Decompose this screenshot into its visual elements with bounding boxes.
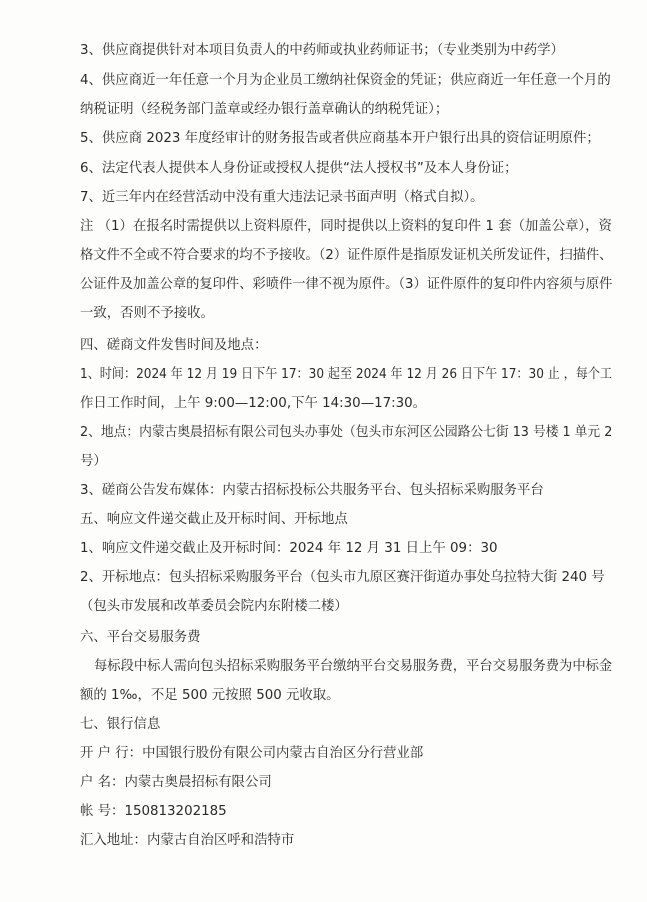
bank-branch-label: 开 户 行： xyxy=(80,746,143,761)
section-7-heading: 七、银行信息 xyxy=(80,717,161,732)
sale-time-cont: 作日工作时间，上午 9:00—12:00,下午 14:30—17:30。 xyxy=(80,396,427,411)
remit-address-value: 内蒙古自治区呼和浩特市 xyxy=(146,833,295,848)
note-line-4: 一致，否则不予接收。 xyxy=(80,306,214,321)
bank-branch-value: 中国银行股份有限公司内蒙古自治区分行营业部 xyxy=(142,746,424,761)
section-6-heading: 六、平台交易服务费 xyxy=(80,630,201,645)
note-line-3: 公证件及加盖公章的复印件、彩喷件一律不视为原件。（3）证件原件的复印件内容须与原件 xyxy=(80,277,613,292)
requirement-5: 5、供应商 2023 年度经审计的财务报告或者供应商基本开户银行出具的资信证明原件； xyxy=(80,131,600,146)
sale-location-cont: 号） xyxy=(80,454,107,469)
requirement-4: 4、供应商近一年任意一个月为企业员工缴纳社保资金的凭证；供应商近一年任意一个月的 xyxy=(80,73,611,88)
requirement-4-cont: 纳税证明（经税务部门盖章或经办银行盖章确认的纳税凭证）； xyxy=(80,102,449,117)
note-line-2: 格文件不全或不符合要求的均不予接收。（2）证件原件是指原发证机关所发证件，扫描件、 xyxy=(80,248,613,263)
requirement-3: 3、供应商提供针对本项目负责人的中药师或执业药师证书；（专业类别为中药学） xyxy=(80,43,564,58)
bank-row-branch xyxy=(80,745,423,763)
sale-time: 1、时间：2024 年 12 月 19 日下午 17：30 起至 2024 年 12 月 26 日下午 17：30 止 ，每个工 xyxy=(80,367,613,382)
section-4-heading: 四、磋商文件发售时间及地点： xyxy=(80,338,268,353)
service-fee-line-2: 额的 1‰，不足 500 元按照 500 元收取。 xyxy=(80,688,340,703)
requirement-7: 7、近三年内在经营活动中没有重大违法记录书面声明（格式自拟）。 xyxy=(80,190,484,205)
publication-media: 3、磋商公告发布媒体：内蒙古招标投标公共服务平台、包头招标采购服务平台 xyxy=(80,483,544,498)
sale-location: 2、地点：内蒙古奥晨招标有限公司包头办事处（包头市东河区公园路公七街 13 号楼 1 单元 2 xyxy=(80,425,613,440)
section-5-heading: 五、响应文件递交截止及开标时间、开标地点 xyxy=(80,512,348,527)
remit-address-label: 汇入地址： xyxy=(80,833,147,848)
bank-row-remit-address xyxy=(80,832,294,850)
deadline-time: 1、响应文件递交截止及开标时间：2024 年 12 月 31 日上午 09：30 xyxy=(80,541,498,556)
account-name-label: 户 名： xyxy=(80,775,125,790)
bank-row-account-number xyxy=(80,803,227,821)
requirement-6: 6、法定代表人提供本人身份证或授权人提供“法人授权书”及本人身份证； xyxy=(80,161,518,176)
account-number-value: 150813202185 xyxy=(124,804,227,819)
opening-location-cont: （包头市发展和改革委员会院内东附楼二楼） xyxy=(80,599,348,614)
bank-row-account-name xyxy=(80,774,272,792)
note-line-1: 注 （1）在报名时需提供以上资料原件，同时提供以上资料的复印件 1 套（加盖公章），资 xyxy=(80,219,612,234)
account-name-value: 内蒙古奥晨招标有限公司 xyxy=(124,775,272,790)
account-number-label: 帐 号： xyxy=(80,804,125,819)
opening-location: 2、开标地点：包头招标采购服务平台（包头市九原区赛汗街道办事处乌拉特大街 240 号 xyxy=(80,570,605,585)
service-fee-line-1: 每标段中标人需向包头招标采购服务平台缴纳平台交易服务费，平台交易服务费为中标金 xyxy=(94,659,613,674)
